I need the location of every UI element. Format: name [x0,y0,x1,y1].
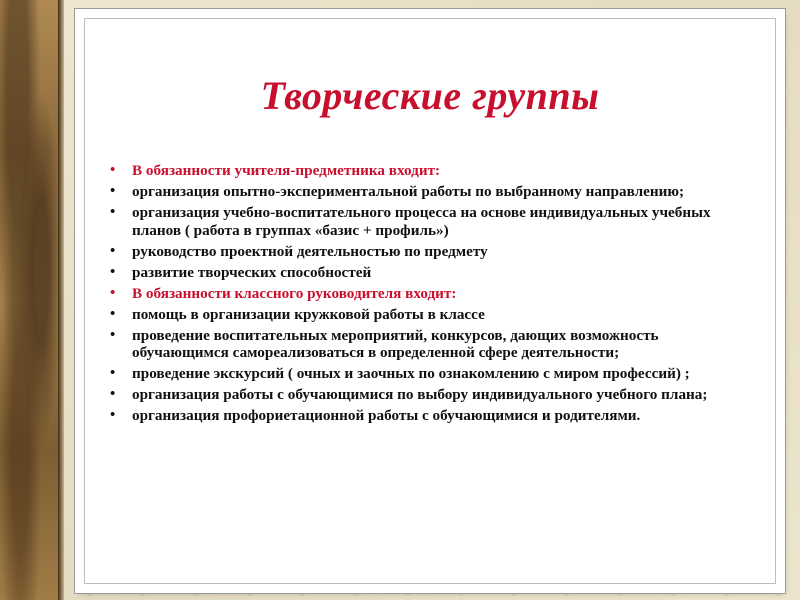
bullet-icon: • [110,204,116,220]
list-item [106,306,756,324]
list-item [106,327,756,362]
list-item-text: В обязанности учителя-предметника входит: [132,162,441,179]
bullet-icon: • [110,365,116,381]
list-item-text: В обязанности классного руководителя входит: [132,284,457,302]
bullet-icon: • [110,386,116,402]
list-item [106,243,756,261]
list-item-text: проведение экскурсий ( очных и заочных по ознакомлению с миром профессий) ; [132,365,690,382]
list-item-text: помощь в организации кружковой работы в классе [132,305,485,323]
list-item-text: организация профориетационной работы с обучающимися и родителями. [132,407,641,424]
list-item [106,183,756,201]
bullet-icon: • [110,284,116,301]
list-item [106,204,756,239]
slide-title: Творческие группы [260,73,600,118]
bullet-icon: • [110,242,116,259]
bullet-icon: • [110,407,116,423]
list-item [106,264,756,282]
decorative-side-strip [0,0,58,600]
list-item-text: проведение воспитательных мероприятий, конкурсов, дающих возможность обучающимся самореализоваться в определенной сфере деятельности; [132,326,659,361]
list-item-text: руководство проектной деятельностью по предмету [132,242,488,260]
list-item-text: организация опытно-экспериментальной работы по выбранному направлению; [132,183,685,200]
bullet-icon: • [110,305,116,322]
bullet-icon: • [110,183,116,199]
bullet-icon: • [110,326,116,343]
list-item-teacher-duties-heading [106,162,756,180]
list-item-text: организация учебно-воспитательного процесса на основе индивидуальных учебных планов ( работа в группах «базис + профиль») [132,204,711,239]
bullet-icon: • [110,263,116,280]
list-item-class-teacher-duties-heading [106,285,756,303]
list-item [106,365,756,383]
bullet-icon: • [110,162,116,178]
list-item-text: развитие творческих способностей [132,263,372,281]
slide-panel [78,12,782,590]
list-item [106,407,756,425]
bullet-list [106,162,756,428]
list-item [106,386,756,404]
list-item-text: организация работы с обучающимися по выбору индивидуального учебного плана; [132,386,708,403]
side-strip-edge [58,0,64,600]
